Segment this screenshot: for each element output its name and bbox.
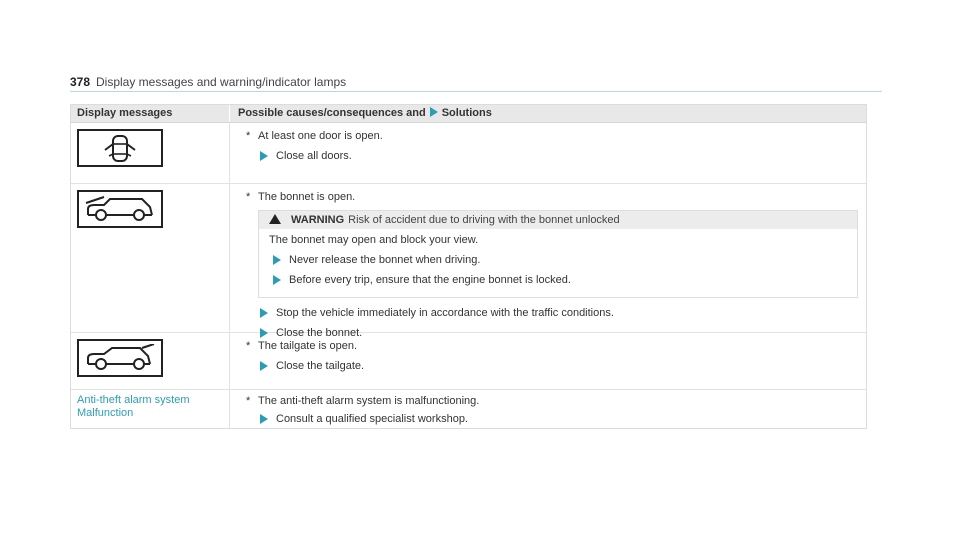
solution-item — [230, 412, 866, 426]
display-cell — [71, 123, 230, 183]
warning-headline: Risk of accident due to driving with the bonnet unlocked — [348, 214, 620, 226]
solution-text: Stop the vehicle immediately in accordance with the traffic conditions. — [276, 307, 614, 319]
solutions-cell — [230, 390, 866, 428]
display-cell — [71, 333, 230, 389]
display-cell — [71, 184, 230, 332]
cause-text: At least one door is open. — [258, 130, 383, 142]
arrow-right-icon — [260, 361, 268, 371]
arrow-right-icon — [430, 107, 438, 117]
arrow-right-icon — [260, 308, 268, 318]
solution-text: Close the bonnet. — [276, 327, 363, 339]
display-message-label: Anti-theft alarm system — [77, 394, 190, 406]
warning-box — [258, 210, 858, 298]
cause-item — [230, 394, 866, 408]
cause-marker: * — [246, 191, 251, 203]
table-header — [71, 105, 866, 123]
cause-item — [230, 190, 866, 204]
solution-item — [230, 306, 866, 320]
cause-text: The tailgate is open. — [258, 340, 358, 352]
warning-label: WARNING — [291, 214, 345, 226]
column-header-solutions-suffix: Solutions — [441, 107, 492, 119]
warning-text: The bonnet may open and block your view. — [269, 234, 479, 246]
arrow-right-icon — [260, 151, 268, 161]
solution-text: Close the tailgate. — [276, 360, 365, 372]
tailgate-open-icon — [77, 339, 163, 377]
solution-item — [230, 326, 866, 340]
cause-text: The bonnet is open. — [258, 191, 356, 203]
arrow-right-icon — [260, 328, 268, 338]
display-message-label: Malfunction — [77, 407, 134, 419]
warning-header — [259, 211, 857, 229]
table-row — [71, 123, 866, 184]
table-row — [71, 390, 866, 428]
solution-text: Consult a qualified specialist workshop. — [276, 413, 468, 425]
cause-item — [230, 339, 866, 353]
warning-item-text: Before every trip, ensure that the engine bonnet is locked. — [289, 274, 571, 286]
solutions-cell — [230, 333, 866, 389]
solutions-cell — [230, 123, 866, 183]
cause-marker: * — [246, 130, 251, 142]
arrow-right-icon — [260, 414, 268, 424]
warning-body — [259, 229, 857, 297]
page-title: Display messages and warning/indicator lamps — [96, 75, 347, 89]
column-header-display: Display messages — [71, 105, 230, 122]
solutions-cell — [230, 184, 866, 339]
cause-text: The anti-theft alarm system is malfunctioning. — [258, 395, 480, 407]
arrow-right-icon — [273, 255, 281, 265]
display-cell — [71, 390, 230, 428]
column-header-solutions-prefix: Possible causes/consequences and — [238, 107, 426, 119]
table-row — [71, 184, 866, 339]
warning-item-text: Never release the bonnet when driving. — [289, 254, 481, 266]
warning-triangle-icon — [269, 214, 281, 224]
page-number: 378 — [70, 75, 91, 89]
cause-item — [230, 129, 866, 143]
warning-item — [269, 273, 847, 287]
car-doors-open-icon — [77, 129, 163, 167]
solution-item — [230, 149, 866, 163]
page-header — [70, 75, 882, 92]
display-messages-table — [70, 104, 867, 429]
warning-item — [269, 253, 847, 267]
cause-marker: * — [246, 340, 251, 352]
column-header-solutions — [230, 105, 866, 122]
table-row — [71, 333, 866, 390]
bonnet-open-icon — [77, 190, 163, 228]
arrow-right-icon — [273, 275, 281, 285]
solution-text: Close all doors. — [276, 150, 352, 162]
solution-item — [230, 359, 866, 373]
cause-marker: * — [246, 395, 251, 407]
